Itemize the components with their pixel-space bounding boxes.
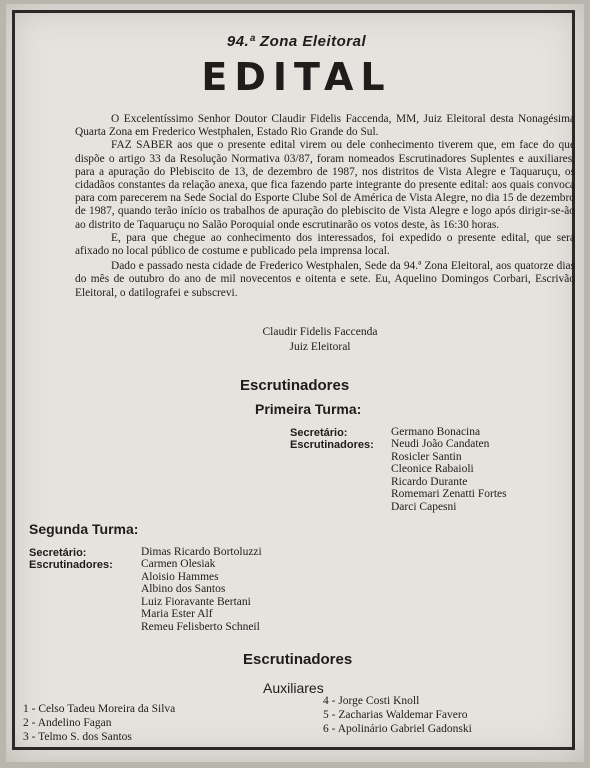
segunda-turma-title: Segunda Turma: [29, 521, 139, 537]
edital-frame [12, 10, 575, 750]
primeira-escrutinadores-list [391, 438, 507, 514]
edital-title: EDITAL [201, 55, 392, 99]
list-item: 3 - Telmo S. dos Santos [23, 731, 132, 743]
signature-role: Juiz Eleitoral [289, 341, 351, 353]
primeira-escrutinadores-label: Escrutinadores: [290, 439, 374, 451]
segunda-secretario-name: Dimas Ricardo Bortoluzzi [141, 546, 262, 558]
body-paragraph-1: O Excelentíssimo Senhor Doutor Claudir Fidelis Faccenda, MM, Juiz Eleitoral desta Nonagésima Quarta Zona em Frederico Westphalen, Estado Rio Grande do Sul. [75, 113, 575, 139]
auxiliares-list-left [23, 702, 175, 744]
list-item: 1 - Celso Tadeu Moreira da Silva [23, 703, 176, 715]
list-item: 6 - Apolinário Gabriel Gadonski [323, 723, 472, 735]
primeira-secretario-name: Germano Bonacina [391, 426, 481, 438]
list-item: 5 - Zacharias Waldemar Favero [323, 709, 468, 721]
escrutinadores-heading: Escrutinadores [240, 377, 350, 394]
list-item: Romemari Zenatti Fortes [391, 488, 507, 501]
segunda-escrutinadores-label: Escrutinadores: [29, 559, 113, 571]
list-item: Albino dos Santos [141, 583, 226, 596]
list-item: 2 - Andelino Fagan [23, 717, 112, 729]
segunda-secretario-label: Secretário: [29, 547, 87, 559]
list-item: 4 - Jorge Costi Knoll [323, 695, 420, 707]
list-item: Darci Capesni [391, 500, 457, 513]
list-item: Carmen Olesiak [141, 558, 216, 570]
list-item: Maria Ester Alf [141, 608, 213, 621]
list-item: Ricardo Durante [391, 475, 468, 488]
zona-eleitoral-header: 94.ª Zona Eleitoral [226, 33, 367, 50]
primeira-turma-title: Primeira Turma: [255, 401, 362, 417]
auxiliares-title: Auxiliares [263, 680, 324, 696]
body-paragraph-2: FAZ SABER aos que o presente edital virem ou dele conhecimento tiverem que, em face do que dispõe o artigo 33 da Resolução Normativa 03/87, foram nomeados Escrutinadores Suplentes e auxiliares, para a apuração do Plebiscito de 13, de dezembro de 1987, nos distritos de Vista Alegre e Taquaruçu, os cidadãos constantes da relação anexa, que fica fazendo parte integrante do presente edital: aos quais convoca para com parecerem na Sede Social do Esporte Clube Sol de América de Vista Alegre, no dia 15 de dezembro de 1987, quando terão início os trabalhos de apuração do plebiscito de Vista Alegre e logo após dirigir-se-ão ao distrito de Taquaruçu no Salão Poroquial onde escrutinarão os votos deste, às 16:30 horas. [75, 139, 575, 231]
primeira-secretario-label: Secretário: [290, 427, 348, 439]
signature-name: Claudir Fidelis Faccenda [262, 326, 378, 338]
list-item: Luiz Fioravante Bertani [141, 595, 251, 608]
segunda-escrutinadores-list [141, 558, 260, 634]
newspaper-clipping [6, 4, 584, 762]
list-item: Aloisio Hammes [141, 570, 219, 583]
escrutinadores-heading-2: Escrutinadores [243, 651, 353, 668]
list-item: Remeu Felisberto Schneil [141, 620, 260, 633]
list-item: Rosicler Santin [391, 450, 462, 463]
auxiliares-list-right [323, 694, 472, 736]
body-paragraph-3: E, para que chegue ao conhecimento dos interessados, foi expedido o presente edital, que será afixado no local público de costume e publicado pela imprensa local. [75, 231, 575, 258]
body-paragraph-4: Dado e passado nesta cidade de Frederico Westphalen, Sede da 94.ª Zona Eleitoral, aos quatorze dias do mês de outubro do ano de mil novecentos e oitenta e sete. Eu, Aquelino Domingos Corbari, Escrivão Eleitoral, o datilografei e subscrevi. [75, 260, 575, 299]
edital-body [75, 113, 575, 300]
list-item: Cleonice Rabaioli [391, 463, 474, 476]
list-item: Neudi João Candaten [391, 438, 490, 450]
